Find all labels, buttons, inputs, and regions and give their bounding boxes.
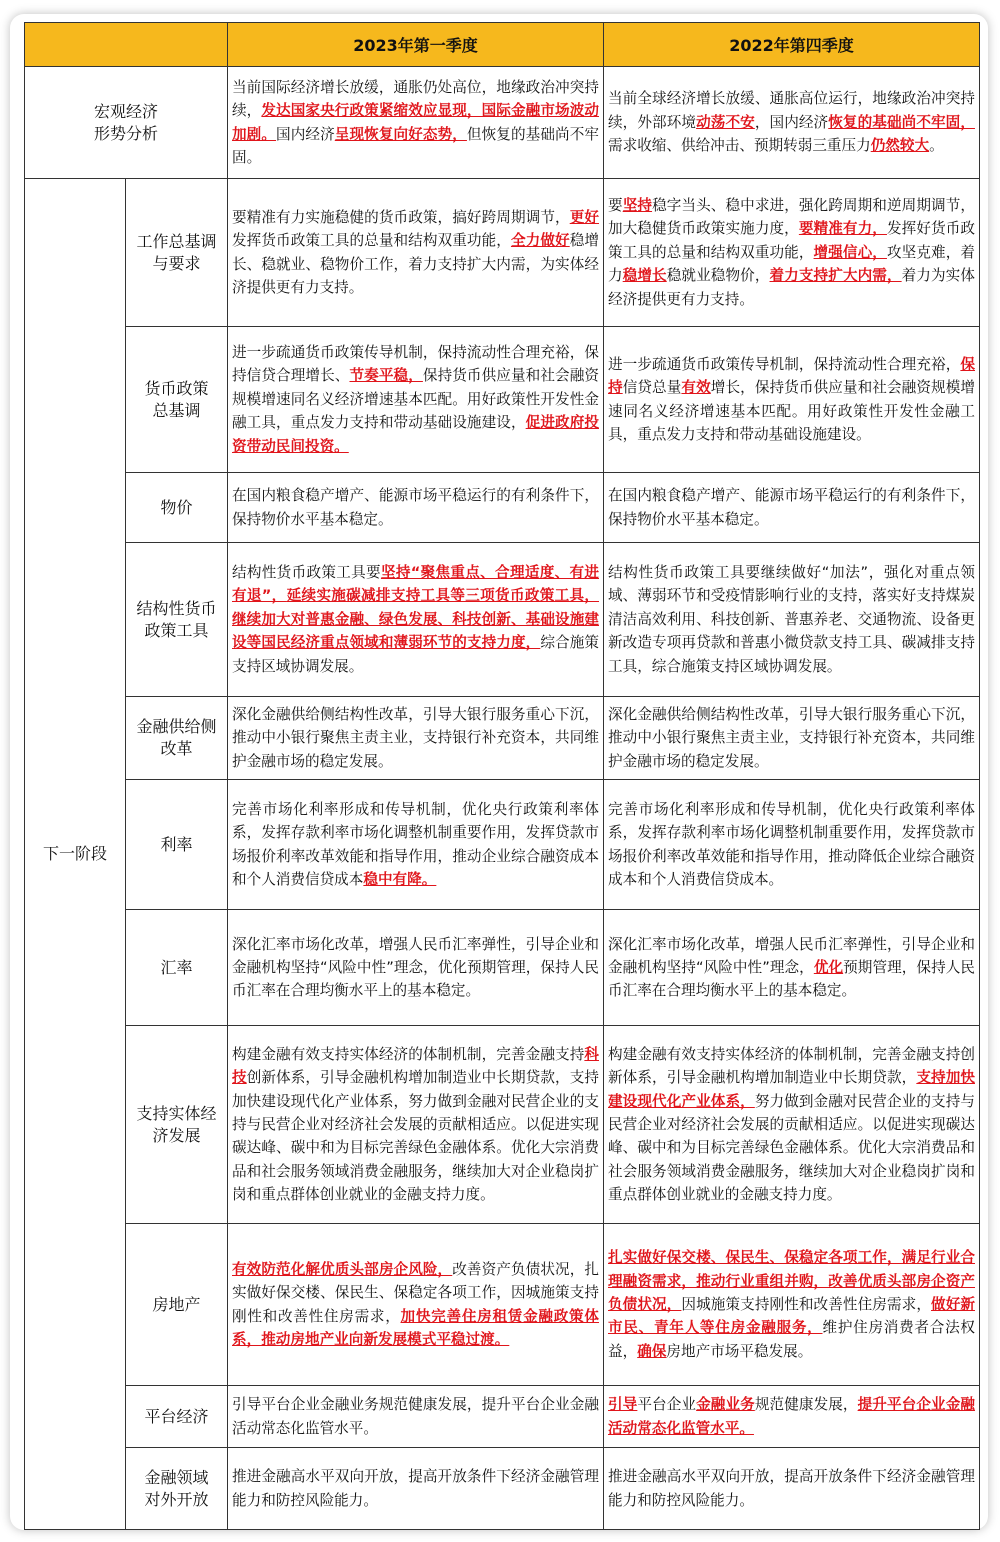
row-label: 金融供给侧 改革 [126,697,228,780]
header-2022-q4: 2022年第四季度 [604,23,980,67]
highlighted-text: 确保 [637,1342,667,1360]
highlighted-text: 增强信心， [813,243,887,261]
highlighted-text: 金融业务 [696,1396,755,1414]
highlighted-text: 扎实做好保交楼、保民生、保稳定各项工作，满足行业合理融资需求，推动行业重组并购，改善优质头部房企资产负债状况， [608,1249,975,1314]
highlighted-text: 恢复的基础尚不牢固， [828,113,975,131]
highlighted-text: 节奏平稳， [349,367,423,385]
highlighted-text: 动荡不安 [696,113,755,131]
cell-2023-q1: 有效防范化解优质头部房企风险，改善资产负债状况，扎实做好保交楼、保民生、保稳定各项工作，因城施策支持刚性和改善性住房需求，加快完善住房租赁金融政策体系，推动房地产业向新发展模式平稳过渡。 [228,1224,604,1386]
highlighted-text: 稳中有降。 [363,871,437,889]
row-label: 汇率 [126,910,228,1026]
highlighted-text: 坚持 [622,196,653,214]
cell-2023-q1: 在国内粮食稳产增产、能源市场平稳运行的有利条件下，保持物价水平基本稳定。 [228,473,604,543]
header-2023-q1: 2023年第一季度 [228,23,604,67]
highlighted-text: 保持 [608,355,975,397]
table-row [25,543,980,697]
highlighted-text: 发达国家央行政策紧缩效应显现，国际金融市场波动加剧。 [232,102,599,143]
table-row [25,910,980,1026]
highlighted-text: 做好新市民、青年人等住房金融服务， [608,1296,975,1337]
row-label: 房地产 [126,1224,228,1386]
cell-2023-q1: 深化金融供给侧结构性改革，引导大银行服务重心下沉，推动中小银行聚焦主责主业，支持银行补充资本，共同维护金融市场的稳定发展。 [228,697,604,780]
row-label: 物价 [126,473,228,543]
cell-2022-q4: 深化金融供给侧结构性改革，引导大银行服务重心下沉，推动中小银行聚焦主责主业，支持银行补充资本，共同维护金融市场的稳定发展。 [604,697,980,780]
highlighted-text: 引导 [608,1396,638,1414]
highlighted-text: 呈现恢复向好态势， [334,125,467,143]
cell-2022-q4: 要坚持稳字当头、稳中求进，强化跨周期和逆周期调节，加大稳健货币政策实施力度，要精准有力，发挥好货币政策工具的总量和结构双重功能，增强信心，攻坚克难，着力稳增长稳就业稳物价，着力支持扩大内需，着力为实体经济提供更有力支持。 [604,179,980,327]
cell-2023-q1: 完善市场化利率形成和传导机制，优化央行政策利率体系，发挥存款利率市场化调整机制重要作用，发挥贷款市场报价利率改革效能和指导作用，推动企业综合融资成本和个人消费信贷成本稳中有降。 [228,780,604,910]
cell-2022-q4: 深化汇率市场化改革，增强人民币汇率弹性，引导企业和金融机构坚持“风险中性”理念，优化预期管理，保持人民币汇率在合理均衡水平上的基本稳定。 [604,910,980,1026]
cell-2022-q4: 构建金融有效支持实体经济的体制机制，完善金融支持创新体系，引导金融机构增加制造业中长期贷款，支持加快建设现代化产业体系，努力做到金融对民营企业的支持与民营企业对经济社会发展的贡献相适应。以促进实现碳达峰、碳中和为目标完善绿色金融体系。优化大宗消费品和社会服务领域消费金融服务，继续加大对企业稳岗扩岗和重点群体创业就业的金融支持力度。 [604,1026,980,1224]
table-row [25,1386,980,1448]
highlighted-text: 提升平台企业金融活动常态化监管水平。 [608,1396,975,1437]
row-label: 金融领域 对外开放 [126,1448,228,1530]
row-label: 工作总基调 与要求 [126,179,228,327]
table-row [25,179,980,327]
macro-2023-q1: 当前国际经济增长放缓，通胀仍处高位，地缘政治冲突持续，发达国家央行政策紧缩效应显现，国际金融市场波动加剧。国内经济呈现恢复向好态势，但恢复的基础尚不牢固。 [228,67,604,179]
row-label: 平台经济 [126,1386,228,1448]
macro-label: 宏观经济 形势分析 [25,67,228,179]
highlighted-text: 更好 [569,208,599,226]
header-row [25,23,980,67]
comparison-table [24,22,980,1530]
highlighted-text: 仍然较大 [870,137,930,155]
macro-2022-q4: 当前全球经济增长放缓、通胀高位运行，地缘政治冲突持续，外部环境动荡不安，国内经济恢复的基础尚不牢固，需求收缩、供给冲击、预期转弱三重压力仍然较大。 [604,67,980,179]
highlighted-text: 要精准有力， [798,220,887,238]
highlighted-text: 加快完善住房租赁金融政策体系，推动房地产业向新发展模式平稳过渡。 [232,1307,599,1349]
highlighted-text: 优化 [813,959,844,977]
highlighted-text: 促进政府投资带动民间投资。 [232,414,599,455]
row-label: 支持实体经 济发展 [126,1026,228,1224]
header-blank-cell [25,23,228,67]
cell-2023-q1: 深化汇率市场化改革，增强人民币汇率弹性，引导企业和金融机构坚持“风险中性”理念，优化预期管理，保持人民币汇率在合理均衡水平上的基本稳定。 [228,910,604,1026]
table-row [25,327,980,473]
table-row [25,780,980,910]
cell-2022-q4: 引导平台企业金融业务规范健康发展，提升平台企业金融活动常态化监管水平。 [604,1386,980,1448]
cell-2023-q1: 推进金融高水平双向开放，提高开放条件下经济金融管理能力和防控风险能力。 [228,1448,604,1530]
row-label: 利率 [126,780,228,910]
highlighted-text: 继续加大对普惠金融、绿色发展、科技创新、基础设施建设等国民经济重点领域和薄弱环节的支持力度， [232,610,599,652]
cell-2022-q4: 在国内粮食稳产增产、能源市场平稳运行的有利条件下，保持物价水平基本稳定。 [604,473,980,543]
table-row [25,473,980,543]
cell-2022-q4: 结构性货币政策工具要继续做好“加法”，强化对重点领域、薄弱环节和受疫情影响行业的支持，落实好支持煤炭清洁高效利用、科技创新、普惠养老、交通物流、设备更新改造专项再贷款和普惠小微贷款支持工具、碳减排支持工具，综合施策支持区域协调发展。 [604,543,980,697]
cell-2022-q4: 推进金融高水平双向开放，提高开放条件下经济金融管理能力和防控风险能力。 [604,1448,980,1530]
highlighted-text: 坚持“聚焦重点、合理适度、有进有退”， [232,563,599,605]
row-label: 结构性货币 政策工具 [126,543,228,697]
cell-2023-q1: 引导平台企业金融业务规范健康发展，提升平台企业金融活动常态化监管水平。 [228,1386,604,1448]
highlighted-text: 全力做好 [510,232,570,250]
highlighted-text: 有效 [681,379,711,397]
table-row [25,1224,980,1386]
macro-row [25,67,980,179]
highlighted-text: 科技 [232,1045,599,1087]
cell-2023-q1: 结构性货币政策工具要坚持“聚焦重点、合理适度、有进有退”，延续实施碳减排支持工具等三项货币政策工具，继续加大对普惠金融、绿色发展、科技创新、基础设施建设等国民经济重点领域和薄弱环节的支持力度，综合施策支持区域协调发展。 [228,543,604,697]
highlighted-text: 着力支持扩大内需， [769,267,902,285]
table-row [25,1448,980,1530]
cell-2023-q1: 构建金融有效支持实体经济的体制机制，完善金融支持科技创新体系，引导金融机构增加制造业中长期贷款，支持加快建设现代化产业体系，努力做到金融对民营企业的支持与民营企业对经济社会发展的贡献相适应。以促进实现碳达峰、碳中和为目标完善绿色金融体系。优化大宗消费品和社会服务领域消费金融服务，继续加大对企业稳岗扩岗和重点群体创业就业的金融支持力度。 [228,1026,604,1224]
table-row [25,697,980,780]
table-row [25,1026,980,1224]
highlighted-text: 延续实施碳减排支持工具等三项货币政策工具， [286,587,599,605]
cell-2023-q1: 进一步疏通货币政策传导机制，保持流动性合理充裕，保持信贷合理增长、节奏平稳，保持货币供应量和社会融资规模增速同名义经济增速基本匹配。用好政策性开发性金融工具，重点发力支持和带动基础设施建设，促进政府投资带动民间投资。 [228,327,604,473]
cell-2022-q4: 完善市场化利率形成和传导机制，优化央行政策利率体系，发挥存款利率市场化调整机制重要作用，发挥贷款市场报价利率改革效能和指导作用，推动降低企业综合融资成本和个人消费信贷成本。 [604,780,980,910]
cell-2023-q1: 要精准有力实施稳健的货币政策，搞好跨周期调节，更好发挥货币政策工具的总量和结构双重功能，全力做好稳增长、稳就业、稳物价工作，着力支持扩大内需，为实体经济提供更有力支持。 [228,179,604,327]
highlighted-text: 稳增长 [622,267,667,285]
cell-2022-q4: 扎实做好保交楼、保民生、保稳定各项工作，满足行业合理融资需求，推动行业重组并购，改善优质头部房企资产负债状况，因城施策支持刚性和改善性住房需求，做好新市民、青年人等住房金融服务，维护住房消费者合法权益，确保房地产市场平稳发展。 [604,1224,980,1386]
highlighted-text: 有效防范化解优质头部房企风险， [232,1260,453,1278]
row-label: 货币政策 总基调 [126,327,228,473]
cell-2022-q4: 进一步疏通货币政策传导机制，保持流动性合理充裕，保持信贷总量有效增长，保持货币供应量和社会融资规模增速同名义经济增速基本匹配。用好政策性开发性金融工具，重点发力支持和带动基础设施建设。 [604,327,980,473]
highlighted-text: 支持加快建设现代化产业体系， [608,1069,975,1110]
next-stage-label: 下一阶段 [25,179,126,1530]
